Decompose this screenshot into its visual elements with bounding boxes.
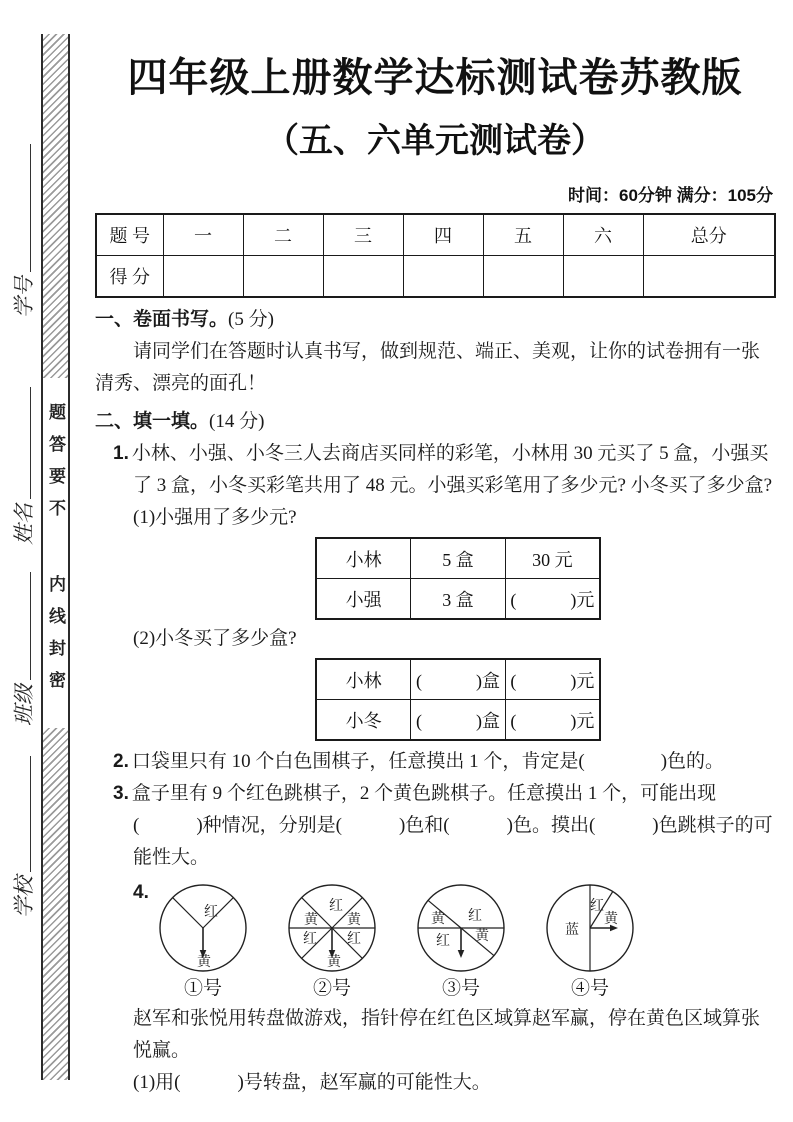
svg-text:黄: 黄 xyxy=(475,929,489,944)
question-4-number: 4. xyxy=(133,882,149,903)
class-label xyxy=(8,568,34,726)
table-cell: ( )元 xyxy=(505,579,600,620)
question-1-table-2 xyxy=(315,658,601,741)
score-cell-empty xyxy=(163,256,243,298)
spinner-4 xyxy=(542,880,638,1001)
score-row-label: 得 分 xyxy=(96,256,163,298)
spinner-2-label: ②号 xyxy=(312,978,351,999)
section-1-heading xyxy=(95,304,775,336)
score-cell-empty xyxy=(643,256,775,298)
svg-text:红: 红 xyxy=(436,934,450,949)
time-score-info: 时间：60分钟 满分：105分 xyxy=(568,186,773,205)
score-header-cell: 一 xyxy=(163,214,243,256)
svg-text:黄: 黄 xyxy=(347,913,361,928)
question-3 xyxy=(113,778,775,874)
section-2-title: 二、填一填。 xyxy=(95,411,210,432)
spinner-3 xyxy=(413,880,509,1001)
table-cell: ( )元 xyxy=(505,700,600,741)
table-cell: 小林 xyxy=(316,659,411,700)
section-1-title: 一、卷面书写。 xyxy=(95,309,229,330)
table-cell: 5 盒 xyxy=(411,538,506,579)
student-id-text: 学号 xyxy=(12,276,36,318)
svg-text:红: 红 xyxy=(329,899,343,914)
student-name-text: 姓名 xyxy=(12,503,36,545)
svg-text:红: 红 xyxy=(590,899,604,914)
score-cell-empty xyxy=(483,256,563,298)
hatch-pattern-top xyxy=(43,34,68,378)
spinner-2 xyxy=(284,880,380,1001)
svg-text:黄: 黄 xyxy=(604,912,618,927)
score-header-cell: 二 xyxy=(243,214,323,256)
svg-text:蓝: 蓝 xyxy=(565,923,579,938)
score-table xyxy=(95,213,776,298)
score-header-cell: 题 号 xyxy=(96,214,163,256)
section-1-points: (5 分) xyxy=(228,309,274,330)
score-table-score-row xyxy=(96,256,775,298)
question-2 xyxy=(113,746,775,778)
question-4 xyxy=(133,878,775,1001)
question-2-number: 2. xyxy=(113,751,129,772)
student-name-blank xyxy=(12,387,31,499)
seal-text-group-2: 内线封密 xyxy=(46,575,65,703)
score-header-cell: 四 xyxy=(403,214,483,256)
seal-line-text xyxy=(43,378,68,728)
school-text: 学校 xyxy=(12,876,36,918)
question-3-number: 3. xyxy=(113,783,129,804)
page-title: 四年级上册数学达标测试卷苏教版 xyxy=(127,56,743,100)
question-1-sub-1: (1)小强用了多少元? xyxy=(133,507,297,528)
svg-text:黄: 黄 xyxy=(327,955,341,970)
table-row xyxy=(316,538,600,579)
score-header-cell: 总分 xyxy=(643,214,775,256)
table-cell: 小强 xyxy=(316,579,411,620)
spinner-1 xyxy=(155,880,251,1001)
score-header-cell: 五 xyxy=(483,214,563,256)
svg-text:黄: 黄 xyxy=(431,912,445,927)
spinner-4-label: ④号 xyxy=(570,978,609,999)
seal-text-group-1: 题答要不 xyxy=(46,403,65,531)
main-content xyxy=(95,0,775,1099)
spinner-2-diagram xyxy=(284,880,380,974)
table-row xyxy=(316,700,600,741)
svg-text:红: 红 xyxy=(204,905,218,920)
question-4-caption: 赵军和张悦用转盘做游戏，指针停在红色区域算赵军赢，停在黄色区域算张悦赢。 xyxy=(133,1008,761,1061)
score-header-cell: 三 xyxy=(323,214,403,256)
question-1-text: 小林、小强、小冬三人去商店买同样的彩笔，小林用 30 元买了 5 盒，小强买了 3 盒，小冬买彩笔共用了 48 元。小强买彩笔用了多少元? 小冬买了多少盒? xyxy=(131,443,773,496)
table-row xyxy=(316,659,600,700)
score-header-cell: 六 xyxy=(563,214,643,256)
class-text: 班级 xyxy=(12,684,36,726)
question-4-sub-1: (1)用( )号转盘，赵军赢的可能性大。 xyxy=(133,1072,491,1093)
spinner-1-label: ①号 xyxy=(183,978,222,999)
question-2-text: 口袋里只有 10 个白色围棋子，任意摸出 1 个，肯定是( )色的。 xyxy=(131,751,725,772)
question-3-text: 盒子里有 9 个红色跳棋子，2 个黄色跳棋子。任意摸出 1 个，可能出现( )种情况，分别是( )色和( )色。摸出( )色跳棋子的可能性大。 xyxy=(131,783,773,868)
hatch-pattern-bottom xyxy=(43,728,68,1080)
section-2-points: (14 分) xyxy=(209,411,265,432)
question-1-sub-2: (2)小冬买了多少盒? xyxy=(133,628,297,649)
student-id-label xyxy=(8,135,34,318)
score-cell-empty xyxy=(243,256,323,298)
seal-band xyxy=(41,34,70,1080)
table-cell: ( )盒 xyxy=(411,659,506,700)
svg-text:红: 红 xyxy=(303,932,317,947)
section-2-heading xyxy=(95,406,775,438)
table-row xyxy=(316,579,600,620)
school-blank xyxy=(12,756,31,872)
question-1 xyxy=(113,438,775,502)
page-subtitle: （五、六单元测试卷） xyxy=(265,122,605,160)
question-1-table-1 xyxy=(315,537,601,620)
score-table-header-row xyxy=(96,214,775,256)
score-cell-empty xyxy=(403,256,483,298)
table-cell: 小林 xyxy=(316,538,411,579)
svg-text:黄: 黄 xyxy=(197,955,211,970)
svg-text:红: 红 xyxy=(347,932,361,947)
class-blank xyxy=(12,572,31,680)
table-cell: ( )盒 xyxy=(411,700,506,741)
score-cell-empty xyxy=(563,256,643,298)
table-cell: ( )元 xyxy=(505,659,600,700)
school-label xyxy=(8,750,34,918)
svg-text:黄: 黄 xyxy=(304,913,318,928)
student-name-label xyxy=(8,380,34,545)
spinner-diagrams xyxy=(155,880,638,1001)
svg-text:红: 红 xyxy=(468,909,482,924)
table-cell: 30 元 xyxy=(505,538,600,579)
score-cell-empty xyxy=(323,256,403,298)
spinner-3-diagram xyxy=(413,880,509,974)
question-1-number: 1. xyxy=(113,443,129,464)
spinner-3-label: ③号 xyxy=(441,978,480,999)
student-id-blank xyxy=(12,144,31,272)
table-cell: 小冬 xyxy=(316,700,411,741)
spinner-4-diagram xyxy=(542,880,638,974)
section-1-body: 请同学们在答题时认真书写，做到规范、端正、美观，让你的试卷拥有一张清秀、漂亮的面孔！ xyxy=(95,341,761,394)
spinner-1-diagram xyxy=(155,880,251,974)
table-cell: 3 盒 xyxy=(411,579,506,620)
